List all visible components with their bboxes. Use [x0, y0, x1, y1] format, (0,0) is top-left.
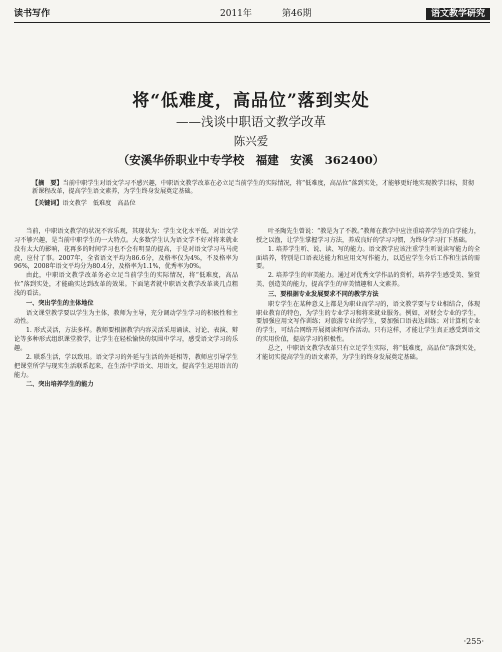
author-affiliation: （安溪华侨职业中专学校 福建 安溪 362400） — [117, 153, 385, 167]
keywords-text: 语文教学 低难度 高品位 — [62, 199, 136, 207]
keywords — [32, 200, 474, 208]
paragraph: 语文课堂教学要以学生为主体，教师为主导，充分调动学生学习的积极性和主动性。 — [14, 309, 238, 326]
keywords-label: 【关键词】 — [32, 199, 63, 207]
section-heading: 一、突出学生的主体地位 — [26, 299, 94, 307]
paragraph: 当前，中职语文教学的状况不容乐观，其现状为：学生文化水平低，对语文学习不够兴趣，是当前中职学生的一大特点。大多数学生认为语文学不好对将来就业没有太大的影响，花再多的时间学习也不会有明显的提高，于是对语文学习马马虎虎，应付了事。2007年，全省语文平均为86.6分，及格率仅为4%，不及格率为96%，2008年语文平均分为80.4分，及格率为1.1%，优秀率为0%。 — [14, 228, 238, 271]
section-heading: 三、要根据专业发展要求不同的教学方法 — [268, 290, 379, 298]
paragraph: 由此，中职语文教学改革务必立足当前学生的实际情况，将“低难度，高品位”落到实处，才能确实达到改革的效果。下面笔者就中职语文教学改革谈几点粗浅的看法。 — [14, 272, 238, 297]
section-heading: 二、突出培养学生的能力 — [26, 381, 94, 389]
article-title: 将“低难度，高品位”落到实处 — [132, 91, 370, 111]
journal-name-right: 语文教学研究 — [426, 8, 490, 20]
paragraph: 1. 培养学生听、说、读、写的能力。语文教学应该注重学生听说读写能力的全面培养，特别是口语表达能力和应用文写作能力，以适应学生今后工作和生活的需要。 — [256, 245, 480, 271]
body-left-column — [14, 228, 238, 391]
running-header — [14, 8, 490, 23]
body-right-column — [256, 228, 480, 363]
abstract-label: 【摘 要】 — [32, 180, 63, 187]
author-name: 陈兴爱 — [233, 134, 269, 148]
page-number: ·255· — [463, 637, 484, 646]
abstract — [32, 180, 474, 208]
paragraph: 叶圣陶先生曾说：“教是为了不教。”教师在教学中应注重培养学生的自学能力，授之以渔，让学生掌握学习方法，养成良好的学习习惯，为终身学习打下基础。 — [256, 228, 480, 244]
paragraph: 职专学生在某种意义上都是为职业而学习的，语文教学要与专业相结合，体现职业教育的特色，为学生的专业学习和将来就业服务。例如，对财会专业的学生，要加强应用文写作训练；对旅游专业的学生，要加强口语表达训练；对计算机专业的学生，可结合网络开展阅读和写作活动。只有这样，才能让学生真正感受到语文的实用价值，提高学习的积极性。 — [256, 300, 480, 344]
year: 2011年 — [220, 9, 252, 19]
paragraph: 1. 形式灵活，方法多样。教师要根据教学内容灵活采用诵读、讨论、表演、辩论等多种形式组织课堂教学，让学生在轻松愉快的氛围中学习，感受语文学习的乐趣。 — [14, 327, 238, 352]
paragraph: 2. 培养学生的审美能力。通过对优秀文学作品的赏析，培养学生感受美、鉴赏美、创造美的能力，提高学生的审美情趣和人文素养。 — [256, 272, 480, 289]
abstract-text: 当前中职学生对语文学习不感兴趣，中职语文教学改革在必立足当前学生的实际情况，将“低难度，高品位”落到实处，才能够更好地实现教学目标，贯彻新课程改革，提高学生语文素养，为学生终身发展奠定基础。 — [32, 180, 474, 196]
paragraph: 总之，中职语文教学改革只有立足学生实际，将“低难度，高品位”落到实处，才能切实提高学生的语文素养，为学生的终身发展奠定基础。 — [256, 344, 480, 361]
paragraph: 2. 联系生活，学以致用。语文学习的外延与生活的外延相等，教师应引导学生把课堂所学与现实生活联系起来，在生活中学语文、用语文，提高学生运用语言的能力。 — [14, 353, 238, 379]
issue: 第46期 — [282, 9, 312, 19]
article-subtitle: ——浅谈中职语文教学改革 — [175, 114, 326, 129]
journal-name-left: 读书写作 — [14, 9, 51, 19]
